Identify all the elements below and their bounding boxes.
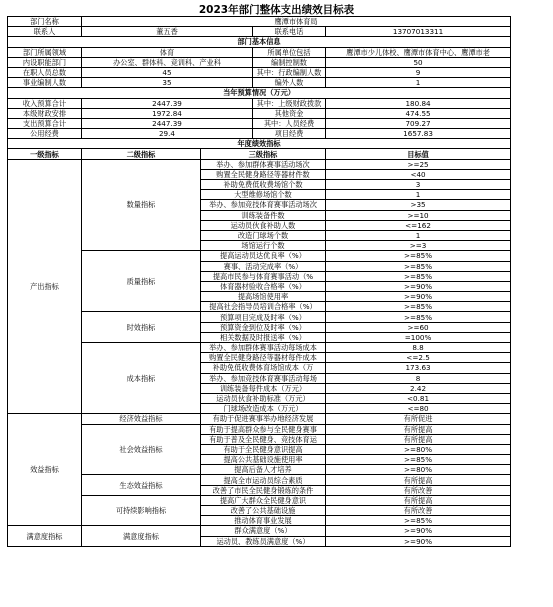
quality-indicator-cell: 质量指标 — [82, 251, 201, 312]
expense-total-label: 支出预算合计 — [8, 118, 82, 128]
public-value: 29.4 — [82, 129, 253, 139]
indicator-name: 补助免费低收费场馆个数 — [201, 180, 326, 190]
indicator-target: >=85% — [326, 455, 511, 465]
social-indicator-cell: 社会效益指标 — [82, 424, 201, 475]
indicator-name: 群众满意度（%） — [201, 526, 326, 536]
indicator-target: <=80 — [326, 404, 511, 414]
indicator-name: 运动员伙食补助标准（万元） — [201, 393, 326, 403]
income-total-value: 2447.39 — [82, 98, 253, 108]
indicator-target: =100% — [326, 332, 511, 342]
indicator-target: >=85% — [326, 271, 511, 281]
indicator-target: 有所提高 — [326, 495, 511, 505]
career-staff-label: 事业编制人数 — [8, 78, 82, 88]
indicator-target: >35 — [326, 200, 511, 210]
column-header-level1: 一级指标 — [8, 149, 82, 159]
expense-total-value: 2447.39 — [82, 118, 253, 128]
indicator-name: 提高社会指导员培训合格率（%） — [201, 302, 326, 312]
indicator-target: >=3 — [326, 241, 511, 251]
indicator-name: 提高市民参与体育赛事活动（% — [201, 271, 326, 281]
sustainable-indicator-cell: 可持续影响指标 — [82, 495, 201, 526]
indicator-target: 有所改善 — [326, 485, 511, 495]
indicator-target: >=10 — [326, 210, 511, 220]
indicator-target: >=85% — [326, 302, 511, 312]
dept-name-label: 部门名称 — [8, 17, 82, 27]
extra-staff-label: 编外人数 — [253, 78, 326, 88]
document-title: 2023年部门整体支出绩效目标表 — [198, 4, 355, 16]
indicator-name: 有助于普及全民健身、竞技体育运 — [201, 434, 326, 444]
indicator-name: 举办、参加群体赛事活动每场成本 — [201, 343, 326, 353]
project-value: 1657.83 — [326, 129, 511, 139]
onduty-value: 45 — [82, 67, 253, 77]
indicator-target: >=90% — [326, 281, 511, 291]
career-staff-value: 35 — [82, 78, 253, 88]
quantity-indicator-cell: 数量指标 — [82, 159, 201, 251]
economic-indicator-cell: 经济效益指标 — [82, 414, 201, 424]
upper-funds-label: 其中：上级财政拨款 — [253, 98, 326, 108]
indicator-target: >=85% — [326, 251, 511, 261]
indicator-name: 预算资金到位及时率（%） — [201, 322, 326, 332]
indicator-name: 举办、参加竞技体育赛事活动场次 — [201, 200, 326, 210]
indicator-name: 改善了公共基础设施 — [201, 506, 326, 516]
indicator-name: 有助于提高群众参与全民健身赛事 — [201, 424, 326, 434]
indicator-name: 提高公共基础设施使用率 — [201, 455, 326, 465]
indicator-name: 举办、参加群体赛事活动场次 — [201, 159, 326, 169]
phone-value: 13707013311 — [326, 27, 511, 37]
admin-staff-value: 9 — [326, 67, 511, 77]
indicator-target: >=85% — [326, 261, 511, 271]
indicator-name: 提高后备人才培养 — [201, 465, 326, 475]
indicator-target: >=90% — [326, 292, 511, 302]
indicator-target: >=90% — [326, 536, 511, 546]
indicator-target: 8.8 — [326, 343, 511, 353]
internal-dept-label: 内设职能部门 — [8, 57, 82, 67]
benefit-indicator-cell: 效益指标 — [8, 414, 82, 526]
indicator-target: 173.63 — [326, 363, 511, 373]
indicator-name: 运动员伙食补助人数 — [201, 220, 326, 230]
indicator-name: 改造门球场个数 — [201, 230, 326, 240]
indicator-target: 有所改善 — [326, 506, 511, 516]
indicator-target: 有所提高 — [326, 434, 511, 444]
indicator-name: 改善了市民全民健身锻炼的条件 — [201, 485, 326, 495]
column-header-level2: 二级指标 — [82, 149, 201, 159]
indicator-target: <40 — [326, 169, 511, 179]
staffing-value: 50 — [326, 57, 511, 67]
admin-staff-label: 其中：行政编制人数 — [253, 67, 326, 77]
indicator-name: 推动体育事业发展 — [201, 516, 326, 526]
column-header-target: 目标值 — [326, 149, 511, 159]
staffing-label: 编制控制数 — [253, 57, 326, 67]
indicator-name: 预算项目完成及时率（%） — [201, 312, 326, 322]
indicator-name: 场馆运行个数 — [201, 241, 326, 251]
indicator-name: 相关数据及时报送率（%） — [201, 332, 326, 342]
timeliness-indicator-cell: 时效指标 — [82, 312, 201, 343]
indicator-name: 提高场馆使用率 — [201, 292, 326, 302]
personnel-value: 709.27 — [326, 118, 511, 128]
indicator-name: 大型维修场馆个数 — [201, 190, 326, 200]
performance-section-title: 年度绩效指标 — [8, 139, 511, 149]
indicator-target: 2.42 — [326, 383, 511, 393]
indicator-target: >=80% — [326, 465, 511, 475]
domain-value: 体育 — [82, 47, 253, 57]
indicator-name: 有助于促进赛事举办地经济发展 — [201, 414, 326, 424]
indicator-target: >=85% — [326, 312, 511, 322]
indicator-target: 8 — [326, 373, 511, 383]
indicator-name: 举办、参加竞技体育赛事活动每场 — [201, 373, 326, 383]
internal-dept-value: 办公室、群体科、竞训科、产业科 — [82, 57, 253, 67]
onduty-label: 在职人员总数 — [8, 67, 82, 77]
indicator-name: 提高运动员达优良率（%） — [201, 251, 326, 261]
indicator-target: 1 — [326, 230, 511, 240]
performance-target-table — [7, 16, 511, 547]
budget-section-title: 当年预算情况（万元） — [8, 88, 511, 98]
project-label: 项目经费 — [253, 129, 326, 139]
other-funds-value: 474.55 — [326, 108, 511, 118]
upper-funds-value: 180.84 — [326, 98, 511, 108]
indicator-target: 有所促进 — [326, 414, 511, 424]
indicator-name: 门球场改造成本（万元） — [201, 404, 326, 414]
contact-label: 联系人 — [8, 27, 82, 37]
indicator-target: >=80% — [326, 444, 511, 454]
indicator-target: >=60 — [326, 322, 511, 332]
domain-label: 部门所属领域 — [8, 47, 82, 57]
units-value: 鹰潭市少儿体校、鹰潭市体育中心、鹰潭市老 — [326, 47, 511, 57]
satisfaction-level1-cell: 满意度指标 — [8, 526, 82, 546]
indicator-name: 购置全民健身路径等器材每件成本 — [201, 353, 326, 363]
indicator-target: 有所提高 — [326, 424, 511, 434]
indicator-target: 3 — [326, 180, 511, 190]
indicator-name: 提高广大群众全民健身意识 — [201, 495, 326, 505]
indicator-name: 训练装备每件成本（万元） — [201, 383, 326, 393]
satisfaction-level2-cell: 满意度指标 — [82, 526, 201, 546]
indicator-target: >=90% — [326, 526, 511, 536]
units-label: 所属单位包括 — [253, 47, 326, 57]
indicator-name: 提高全市运动员综合素质 — [201, 475, 326, 485]
column-header-level3: 三级指标 — [201, 149, 326, 159]
indicator-name: 体育器材验收合格率（%） — [201, 281, 326, 291]
cost-indicator-cell: 成本指标 — [82, 343, 201, 414]
indicator-target: 有所提高 — [326, 475, 511, 485]
indicator-target: <0.81 — [326, 393, 511, 403]
other-funds-label: 其他资金 — [253, 108, 326, 118]
indicator-target: >=25 — [326, 159, 511, 169]
output-indicator-cell: 产出指标 — [8, 159, 82, 414]
income-total-label: 收入预算合计 — [8, 98, 82, 108]
indicator-name: 赛事、活动完成率（%） — [201, 261, 326, 271]
personnel-label: 其中：人员经费 — [253, 118, 326, 128]
indicator-target: >=85% — [326, 516, 511, 526]
indicator-name: 有助于全民健身意识提高 — [201, 444, 326, 454]
indicator-name: 训练装备件数 — [201, 210, 326, 220]
indicator-name: 购置全民健身路径等器材件数 — [201, 169, 326, 179]
indicator-target: <=2.5 — [326, 353, 511, 363]
indicator-name: 运动员、教练员满意度（%） — [201, 536, 326, 546]
indicator-target: <=162 — [326, 220, 511, 230]
fiscal-label: 本级财政安排 — [8, 108, 82, 118]
ecology-indicator-cell: 生态效益指标 — [82, 475, 201, 495]
public-label: 公用经费 — [8, 129, 82, 139]
basic-info-section-title: 部门基本信息 — [8, 37, 511, 47]
dept-name-value: 鹰潭市体育局 — [82, 17, 511, 27]
extra-staff-value: 1 — [326, 78, 511, 88]
indicator-target: 1 — [326, 190, 511, 200]
contact-value: 董五香 — [82, 27, 253, 37]
phone-label: 联系电话 — [253, 27, 326, 37]
fiscal-value: 1972.84 — [82, 108, 253, 118]
indicator-name: 补助免低收费体育场馆成本（万 — [201, 363, 326, 373]
